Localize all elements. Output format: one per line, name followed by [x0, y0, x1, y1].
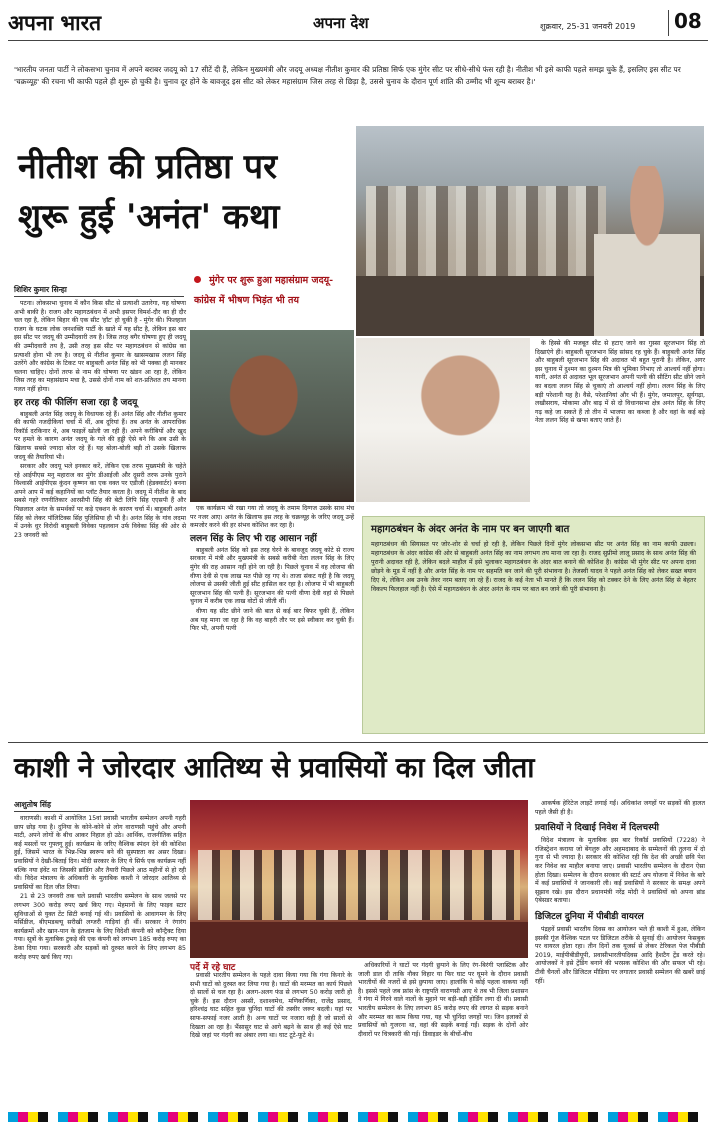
lead-headline-line-1: नीतीश की प्रतिष्ठा पर	[18, 147, 277, 187]
byline-rule	[14, 296, 184, 297]
story2-column-4	[535, 800, 705, 987]
section-title: अपना देश	[313, 14, 369, 32]
lead-column-1	[14, 300, 186, 541]
lead-paragraph: बाहुबली अनंत सिंह को इस तरह घेरने के बावजूद जदयू कोटे से राज्य सरकार में मंत्री और मुख्यमंत्री के सबसे करीबी नेता ललन सिंह के लिए मुंगेर की राह आसान नहीं होने जा रही है। पिछले चुनाव में वह लोजपा की वीणा देवी से एक लाख मत पीछे रह गए थे। ताजा संकट यही है कि जदयू लोजपा से उसकी जीती हुई सीट हासिल कर रहा है। लोजपा में भी बाहुबली सूरजभान सिंह की पत्नी हैं। सूरजभान की पत्नी वीणा देवी वहां से पिछले चुनाव में करीब एक लाख वोटों से जीती थीं।	[190, 546, 354, 606]
lead-paragraph: एक कार्यक्रम भी रखा गया तो जदयू के तमाम दिग्गज उसके साथ मंच पर नजर आए। अनंत के खिलाफ इस तरह के चक्रव्यूह के जरिए जदयू उन्हें कमजोर करने की हर संभव कोशिश कर रहा है।	[190, 505, 354, 530]
lead-column-2	[190, 505, 354, 635]
header-rule	[8, 40, 708, 41]
lead-headline-line-2: शुरू हुई 'अनंत' कथा	[18, 197, 280, 237]
lead-paragraph: के हिस्से की मजबूत सीट से हटाए जाने का गुस्सा सूरजभान सिंह तो दिखाएंगे ही। बाहुबली सूरजभान सिंह सांसद रह चुके हैं। बाहुबली अनंत सिंह और बाहुबली सूरजभान सिंह की अदावत भी बहुत पुरानी है। लेकिन, अगर इस चुनाव में दुश्मन का दुश्मन मित्र की भूमिका निभाए तो आश्चर्य नहीं होगा। यानी, अनंत से अदावत भूल सूरजभान अपनी पत्नी की सीटिंग सीट छीने जाने का बदला ललन सिंह से चुकाएं तो आश्चर्य नहीं होगा। ललन सिंह के लिए बड़ी परेशानी यह है। वैसे, परेशानियां और भी हैं। मुंगेर, जमालपुर, सूर्यगढ़ा, लखीसराय, मोकामा और बाढ़ में से दो विधानसभा क्षेत्र अनंत सिंह के लिए गढ़ कहे जा सकते हैं तो तीन में भाजपा का कब्जा है और वहां के कई बड़े नेता ललन सिंह से खफा बताए जाते हैं।	[535, 340, 705, 425]
story2-column-3	[358, 962, 528, 1040]
color-registration-strip	[8, 1112, 708, 1122]
story2-paragraph: वाराणसी। काशी में आयोजित 15वां प्रवासी भारतीय सम्मेलन अपनी गहरी छाप छोड़ गया है। दुनिया के कोने-कोने से लोग वाराणसी पहुंचे और अपनी माटी, अपने लोगों के बीच आकर निहाल हो उठे। आर्थिक, राजनीतिक सहित कई मसलों पर गुफ्तगू हुई। कार्यक्रम के जरिए वैश्विक स्पंदन देने की कोशिश हुई, जिसमें भारत के भिन्न-भिन्न स्वरूप बने की सुस्पष्टता का असर दिखा। प्रवासियों ने देखी-बिताई दिन। मोदी सरकार के लिए ये सिर्फ एक कार्यक्रम नहीं बल्कि नया इंवेंट था जिसकी ब्रांडिंग और तैयारी पिछले आठ महीनों से हो रही थी। विदेश मंत्रालय के अधिकारी के मुताबिक काशी ने जोरदार आतिथ्य से प्रवासियों का दिल जीत लिया।	[14, 815, 186, 891]
lead-subhead-2: ललन सिंह के लिए भी राह आसान नहीं	[190, 533, 317, 544]
photo-caption: पर्दे में रहे घाट	[190, 963, 236, 973]
lead-paragraph: पटना। लोकसभा चुनाव में कौन किस सीट से प्रत्याशी उतारेगा, यह घोषणा अभी बाकी है। राजग और महागठबंधन में अभी इसपर विमर्श-दौर का ही दौर चल रहा है, लेकिन बिहार की एक सीट 'हॉट' हो चुकी है - मुंगेर की। फिलहाल राजग के घटक लोक जनशक्ति पार्टी के खाते में यह सीट है, लेकिन इस बार इस सीट पर जदयू की उम्मीदवारी तय है। जिस तरह बगैर घोषणा हुए ही जदयू की उम्मीदवारी तय है, उसी तरह इस सीट पर महागठबंधन से कांग्रेस का प्रत्याशी होना भी तय है। जदयू से नीतीश कुमार के खासमखास ललन सिंह उतरेंगे और कांग्रेस के टिकट पर बाहुबली अनंत सिंह को भी पक्का ही मानकर चलना चाहिए। दोनों तरफ से नाम की घोषणा पर खंडन आ रहा है, लेकिन जिस तरह का महासंग्राम मचा है, उससे दोनों नाम को शत-प्रतिशत तय मानना गलत नहीं होगा।	[14, 300, 186, 393]
page-number-divider	[668, 10, 669, 36]
story2-paragraph: प्रवासी भारतीय सम्मेलन के पहले दावा किया गया कि गंगा किनारे के सभी घाटों को दुरुस्त कर लिया गया है। घाटों की मरम्मत का कार्य पिछले दो सालों से चल रहा है। अलग-अलग फंड से लगभग 50 करोड़ जारी हो चुके हैं। इस दौरान अस्सी, दशाश्वमेध, मणिकर्णिका, राजेंद्र प्रसाद, हरिश्चंद्र घाट सहित कुछ चुनिंदा घाटों की तस्वीर जरूर बदली। यहां पर साफ-सफाई नजर आती है। अन्य घाटों पर नजारा वही है जो सालों से दिखता आ रहा है। भैंसासुर घाट से आगे बढ़ने के साथ ही कई ऐसे घाट दिखे जहां पर गंदगी का अंबार लगा था। घाट टूटे-फूटे थे।	[190, 972, 352, 1040]
story2-column-2	[190, 972, 352, 1042]
kicker-text: मुंगेर पर शुरू हुआ महासंग्राम जदयू-कांग्रेस में भीषण भिड़ंत भी तय	[194, 275, 334, 306]
rally-photo	[356, 126, 704, 336]
story2-headline: काशी ने जोरदार आतिथ्य से प्रवासियों का दिल जीता	[14, 751, 535, 784]
story2-subhead-1: प्रवासियों ने दिखाई निवेश में दिलचस्पी	[535, 823, 660, 834]
masthead-logo	[8, 10, 166, 36]
nitish-kumar-photo	[356, 338, 530, 502]
anant-singh-photo	[190, 330, 354, 502]
mahagathbandhan-box	[362, 516, 705, 734]
story2-column-1	[14, 815, 186, 963]
story2-paragraph: 21 से 23 जनवरी तक चले प्रवासी भारतीय सम्मेलन के साथ जलसे पर लगभग 300 करोड़ रुपए खर्च किए गए। मेहमानों के लिए फाइव स्टार सुविधाओं से युक्त टेंट सिटी बनाई गई थी। प्रवासियों के आवागमन के लिए मर्सिडीज, बीएमडब्ल्यू सरीखी लग्जरी गाड़ियां ही थीं। सरकार ने रंगारंग कार्यक्रमों और खान-पान के इंतजाम के लिए विदेशी कंपनी को कॉन्ट्रैक्ट दिया गया। सूत्रों के मुताबिक टुकड़े की एक कंपनी को लगभग 185 करोड़ रुपए का ठेका दिया गया। सरकारी और सड़कों को दुरुस्त करने के लिए लगभग 85 करोड़ रुपए खर्च किए गए।	[14, 893, 186, 961]
story-divider	[8, 742, 708, 743]
lead-column-3	[535, 340, 705, 427]
story2-paragraph: पंद्रहवें प्रवासी भारतीय दिवस का आयोजन भले ही काशी में हुआ, लेकिन इसकी गूंज वैश्विक पटल पर डिजिटल तरीके से सुनाई दी। आयोजन फेसबुक पर वायरल होता रहा। तीन दिनों तक यूजर्स से लेकर टेरिकल पेज पीबीडी 2019, माईपीबीडीयूपी, प्रवासीभारतीयदिवस आदि हैशटैग ट्रेंड करते रहे। आयोजकों ने इसे ट्रेंडिंग बनाने की भरसक कोशिश की और सफल भी रहे। टीवी चैनलों और डिजिटल मीडिया पर लगातार प्रवासी सम्मेलन की खबरें छाई रहीं।	[535, 925, 705, 985]
lead-subhead-1: हर तरह की फीलिंग सजा रहा है जदयू	[14, 397, 138, 408]
lead-paragraph: बाहुबली अनंत सिंह जदयू के विधायक रहे हैं। अनंत सिंह और नीतीश कुमार की काफी नजदीकियां चर्चा में थीं, अब दूरियां हैं। तब अनंत के आपराधिक रिकॉर्ड दरकिनार थे, अब फाइलें खोली जा रही हैं। अपने करीबियों और खुद पर हमले के कारण अनंत जदयू के गले की हड्डी ऐसे बने कि अब उसी के खिलाफ सबसे ज्यादा बोल रहे हैं। यह बोला-बोली बड़ी तो उसके खिलाफ जदयू की तैयारियां भी।	[14, 410, 186, 461]
masthead-title: अपना भारत	[8, 10, 102, 35]
issue-date: शुक्रवार, 25-31 जनवरी 2019	[540, 22, 636, 31]
lead-paragraph: सरकार और जदयू भले इनकार करें, लेकिन एक तरफ मुख्यमंत्री के चहेते रहे आईपीएस मनु महाराज का मुंगेर डीआईजी और दूसरी तरफ उनके पुराने विश्वासी आईपीएस कुंदन कृष्णन का एक वक्त पर एडीजी (हेडक्वार्टर) बनना अपने आप में कई कहानियों का प्लॉट तैयार करता है। जदयू में नीतीश के बाद सबसे गहरे रणनीतिकार आरसीपी सिंह की बेटी लिपि सिंह एएसपी हैं और पिछलाल अनंत के समर्थकों पर कड़े एक्शन के कारण चर्चा में। बाहुबली अनंत सिंह को लेकर पॉलिटिक्स सिंह पुलिसिया ही भी है। अनंत सिंह के गांव लदमा में उनके धुर विरोधी बाहुबली विवेका पहलवान उर्फ विवेका सिंह की ओर से 23 जनवरी को	[14, 463, 186, 539]
lead-paragraph: वीणा यह सीट छीने जाने की बात से कई बार बिफर चुकी हैं, लेकिन अब यह माना जा रहा है कि वह बाहरी तौर पर इसे स्वीकार कर चुकी हैं। फिर भी, अपनी पत्नी	[190, 607, 354, 633]
box-title: महागठबंधन के अंदर अनंत के नाम पर बन जाएगी बात	[371, 524, 570, 535]
byline-rule	[14, 811, 114, 812]
story2-paragraph: अधिकारियों ने घाटों पर गंदगी छुपाने के लिए रंग-बिरंगी प्लास्टिक और जाली डाल दी ताकि नौका विहार या फिर घाट पर घूमने के दौरान प्रवासी भारतीयों की नजरों से इसे छुपाया जाए। हालांकि ये कोई पहला वाकया नहीं है। इससे पहले जब फ्रांस के राष्ट्रपति वाराणसी आए थे तब भी जिला प्रशासन ने गंगा में गिरने वाले नालों के मुहाने पर बड़ी-बड़ी होर्डिंग लगा दी थी। प्रवासी भारतीय सम्मेलन के लिए लगभग 85 करोड़ रुपए की लागत से सड़क बनाने और मरम्मत का काम किया गया, यह भी चुनिंदा जगहों पर। जिन इलाकों से प्रवासियों को गुजरना था, वहां की सड़कें बनाई गईं। सड़क के दोनों ओर दीवारों पर चित्रकारी की गई। डिवाइडर के बीचों-बीच	[358, 962, 528, 1038]
pbd-event-photo	[190, 800, 528, 958]
lead-byline: शिशिर कुमार सिन्हा	[14, 285, 67, 294]
story2-subhead-2: डिजिटल दुनिया में पीबीडी वायरल	[535, 911, 644, 922]
story2-paragraph: विदेश मंत्रालय के मुताबिक इस बार रिकॉर्ड प्रवासियों (7228) ने रजिस्ट्रेशन कराया जो बेंगलुरु और अहमदाबाद के सम्मेलनों की तुलना में दो गुना से भी ज्यादा है। सरकार की कोशिश रही कि देश की अच्छी छवि पेश कर निवेश का माहौल बनाया जाए। प्रवासी भारतीय सम्मेलन के दौरान ऐसा होता दिखा। सम्मेलन के दौरान सरकार की स्टार्ट अप योजना में निवेश के बारे में कई प्रवासियों ने जानकारी ली। कई प्रवासियों ने सरकार के समक्ष अपने सुझाव रखे। इस दौरान प्रधानमंत्री नरेंद्र मोदी ने प्रवासियों को अपना ब्रांड एंबेसडर बताया।	[535, 837, 705, 905]
page-number: 08	[674, 9, 702, 33]
box-text: महागठबंधन की सियासत पर जोर-शोर से चर्चा हो रही है, लेकिन पिछले दिनों मुंगेर लोकसभा सीट पर अनंत सिंह का नाम काफी उछला। महागठबंधन के अंदर कांग्रेस की ओर से बाहुबली अनंत सिंह का नाम लगभग तय माना जा रहा है। राजद सुप्रीमो लालू प्रसाद के साथ अनंत सिंह की पुरानी अदावत रही है, लेकिन बदले माहौल में इसे भुलाकर महागठबंधन के अंदर बात बनाने की कोशिश है। कांग्रेस भी मुंगेर सीट पर अपना दावा छोड़ने के मूड में नहीं है और अनंत सिंह के नाम पर सहमति बन जाने की पूरी संभावना है। तेजस्वी यादव ने पहले अनंत सिंह को लेकर सख्त बयान दिए थे, लेकिन अब उनके तेवर नरम बताए जा रहे हैं। राजद के कई नेता भी मानते हैं कि ललन सिंह को टक्कर देने के लिए अनंत सिंह से बेहतर विकल्प फिलहाल नहीं है। ऐसे में महागठबंधन के अंदर अनंत के नाम पर बात बन जाने की पूरी संभावना है।	[371, 541, 696, 593]
bullet-icon	[194, 276, 201, 283]
lead-intro: 'भारतीय जनता पार्टी ने लोकसभा चुनाव में अपने बराबर जदयू को 17 सीटें दी हैं, लेकिन मुख्यमंत्री और जदयू अध्यक्ष नीतीश कुमार की प्रतिष्ठा सिर्फ एक मुंगेर सीट पर सीधे-सीधे फंस रही है। नीतीश भी इसे काफी पहले समझ चुके हैं, इसलिए इस सीट पर 'चक्रव्यूह' की रचना भी काफी पहले ही शुरू हो चुकी है। चुनाव दूर होने के बावजूद इस सीट को लेकर महासंग्राम जिस तरह से छिड़ा है, उससे चुनाव के दौरान पूर्ण शांति की उम्मीद भी शून्य बराबर है।'	[14, 65, 681, 86]
lead-kicker	[194, 268, 354, 308]
story2-paragraph: आकर्षक हेरिटेज लाइटें लगाई गईं। अधिकांश जगहों पर सड़कों की हालत पहले जैसी ही है।	[535, 800, 705, 816]
story2-byline: आशुतोष सिंह	[14, 800, 51, 809]
